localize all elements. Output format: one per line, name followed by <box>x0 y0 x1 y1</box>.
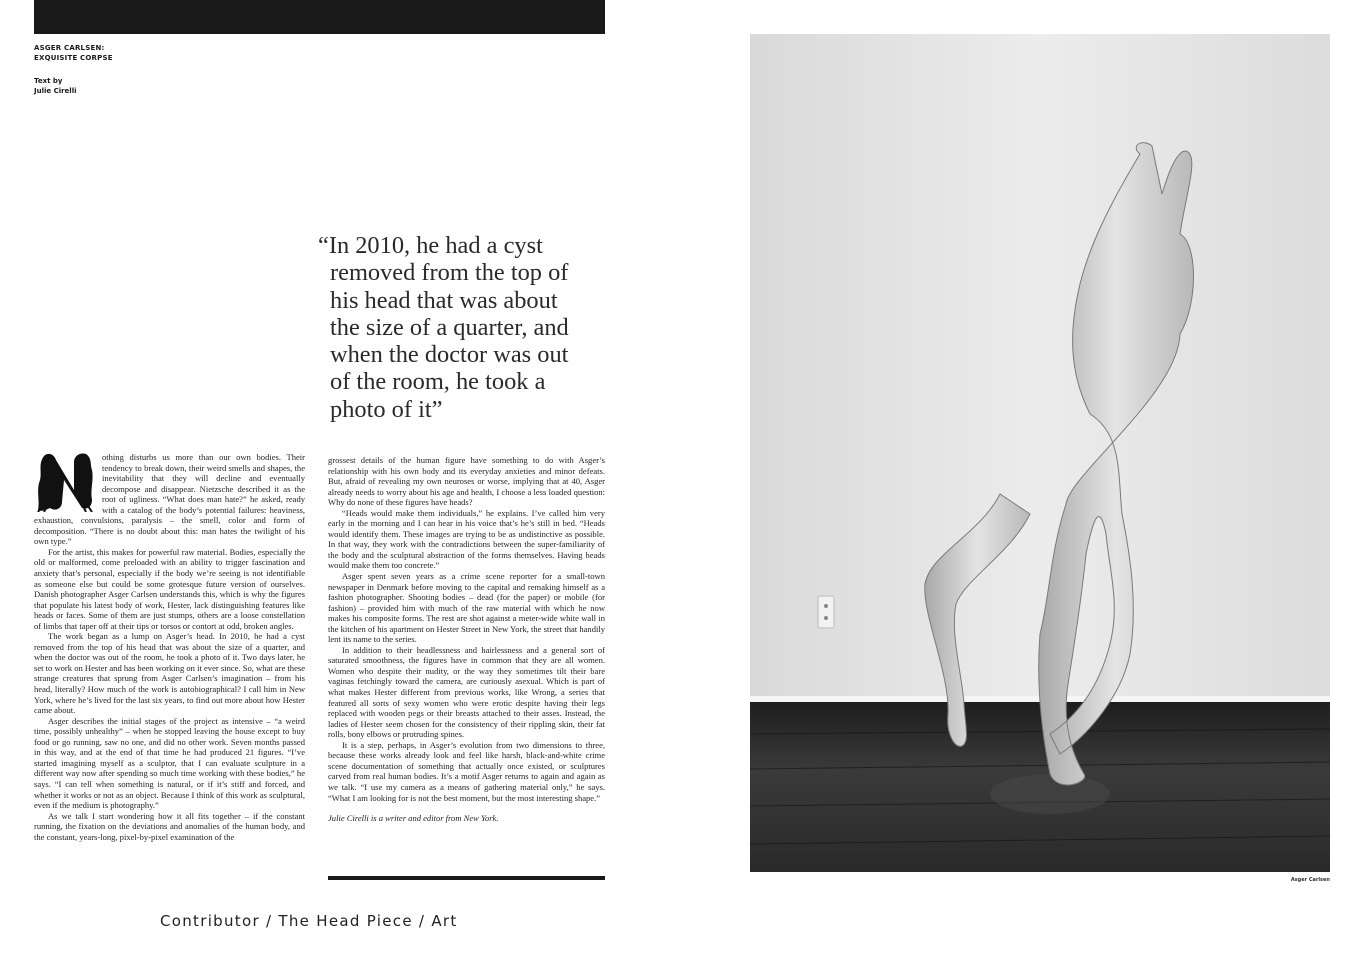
paragraph: For the artist, this makes for powerful raw material. Bodies, especially the old or malformed, come preloaded with an ability to trigger fascination and anxiety that’s personal, especially if the body we’re seeing is not identifiable as someone else but could be some grotesque future version of ourselves. Danish photographer Asger Carlsen understands this, which is why the figures that populate his latest body of work, Hester, lack distinguishing features like heads or faces. Some of them are just stumps, others are a loose constellation of limbs that taper off at their tips or torsos or contort at odd, broken angles. <box>34 546 305 631</box>
pull-quote-line: the size of a quarter, and <box>330 313 569 341</box>
photo-credit: Asger Carlsen <box>1290 877 1330 883</box>
article-title <box>34 43 234 63</box>
pull-quote <box>318 232 618 423</box>
pull-quote-line: removed from the top of <box>330 259 569 287</box>
paragraph: Asger spent seven years as a crime scene reporter for a small-town newspaper in Denmark before moving to the capital and remaking himself as a fashion photographer. Shooting bodies – dead (for the paper) or mobile (for fashion) – provided him with much of the raw material with which he now makes his composite forms. The rest are shot against a meter-wide white wall in the kitchen of his apartment on Hester Street in New York, the street that handily lent its name to the series. <box>328 571 605 645</box>
title-line-2: EXQUISITE CORPSE <box>34 54 113 62</box>
paragraph: In addition to their headlessness and hairlessness and a general sort of saturated smoothness, the figures have in common that they are all women. Women who despite their nudity, or the way they sometimes tilt their bare vaginas fetchingly toward the camera, are curiously asexual. Which is part of what makes Hester different from previous works, like Wrong, a series that featured all sorts of sexy women who were erotic despite having their legs replaced with wooden pegs or their breasts attached to their asses. Instead, the ladies of Hester seem chosen for the consistency of their rippling skin, their fat rolls, bony elbows or protruding spines. <box>328 644 605 740</box>
paragraph: “Heads would make them individuals,” he explains. I’ve called him very early in the morning and I can hear in his voice that’s he’s still in bed. “Heads would identify them. These images are trying to be as undistinctive as possible. In that way, they work with the contradictions between the super-familiarity of the body and the sculptural abstraction of the forms themselves. Having heads would make them too concrete.” <box>328 507 605 571</box>
page-footer: Contributor / The Head Piece / Art <box>160 912 458 930</box>
paragraph: It is a step, perhaps, in Asger’s evolution from two dimensions to three, because these works already look and feel like harsh, black-and-white crime scene documentation of something that actually once existed, or sculptures carved from real human bodies. It’s a motif Asger returns to again and again as we talk. “I use my camera as a means of gathering material only,” he says. “What I am looking for is not the best moment, but the most interesting shape.” <box>328 739 605 803</box>
drop-cap-n-icon <box>34 450 96 512</box>
article-column-right <box>328 455 605 824</box>
byline-author: Julie Cirelli <box>34 87 77 95</box>
pull-quote-line: when the doctor was out <box>330 341 569 369</box>
author-bio: Julie Cirelli is a writer and editor from New York. <box>328 813 499 824</box>
paragraph: grossest details of the human figure have something to do with Asger’s relationship with his own body and its everyday anxieties and minor defeats. But, afraid of revealing my own neuroses or worse, implying that at 40, Asger already needs to worry about his age and health, I choose a less loaded question: Why do none of these figures have heads? <box>328 455 605 508</box>
header-bar <box>34 0 605 34</box>
paragraph: othing disturbs us more than our own bodies. Their tendency to break down, their weird smells and shapes, the inevitability that they will decline and eventually decompose and disappear. Nietzsche described it as the root of ugliness. “What does man hate?” he asked, ready with a catalog of the body’s potential failures: heaviness, exhaustion, convulsions, paralysis – the smell, color and form of decomposition. “There is no doubt about this: man hates the twilight of his own type.” <box>34 452 305 547</box>
pull-quote-line: photo of it” <box>330 395 443 423</box>
pull-quote-line: “In 2010, he had a cyst <box>318 232 543 259</box>
title-line-1: ASGER CARLSEN: <box>34 44 105 52</box>
paragraph: The work began as a lump on Asger’s head. In 2010, he had a cyst removed from the top of his head that was about the size of a quarter, and when the doctor was out of the room, he took a photo of it. Two days later, he set to work on Hester and has been working on it ever since. So, what are these strange creatures that sprung from Asger Carlsen’s imagination – from his head, literally? How much of the work is autobiographical? I call him in New York, where he’s lived for the last six years, to find out more about how Hester came about. <box>34 631 305 716</box>
byline <box>34 76 234 96</box>
photograph <box>750 34 1330 872</box>
paragraph: Asger describes the initial stages of the project as intensive – “a weird time, possibly unhealthy” – when he stopped leaving the house except to buy food or go running, saw no one, and did no other work. Seven months passed in this way, and at the end of that time he had produced 21 figures. “I’ve started imagining myself as a sculptor, that I can evaluate sculpture in a different way now after spending so much time working with these bodies,” he says. “I can tell when something is natural, or if it’s stiff and forced, and whether it works or not as an object. Because I think of this work as sculptural, even if the medium is photography.” <box>34 715 305 811</box>
byline-label: Text by <box>34 77 63 85</box>
pull-quote-line: of the room, he took a <box>330 368 546 396</box>
paragraph: As we talk I start wondering how it all fits together – if the constant running, the fixation on the deviations and anomalies of the human body, and the constant, years-long, pixel-by-pixel examination of the <box>34 810 305 842</box>
column-end-rule <box>328 876 605 880</box>
pull-quote-line: his head that was about <box>330 286 558 314</box>
article-column-left <box>34 452 305 842</box>
